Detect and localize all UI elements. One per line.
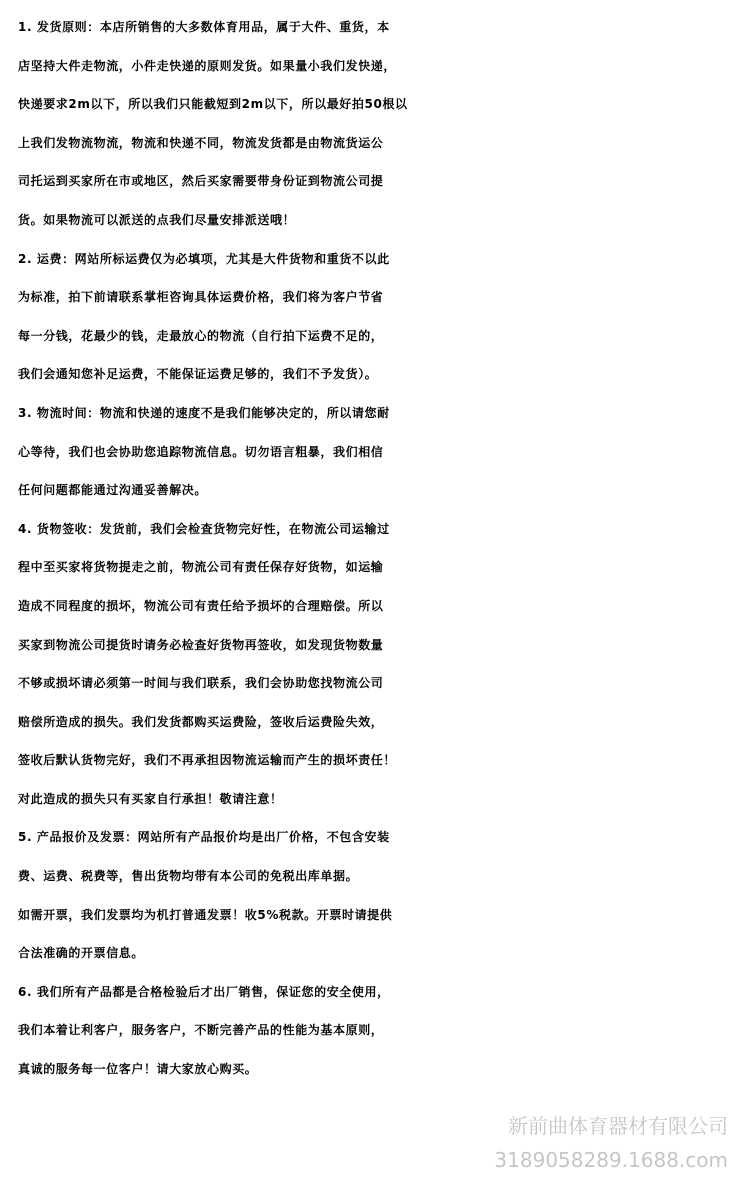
text-line: 3. 物流时间：物流和快递的速度不是我们能够决定的，所以请您耐 [18, 405, 390, 420]
text-line: 赔偿所造成的损失。我们发货都购买运费险，签收后运费险失效， [18, 714, 384, 729]
text-line: 买家到物流公司提货时请务必检查好货物再签收，如发现货物数量 [18, 637, 384, 652]
text-line: 我们本着让利客户，服务客户，不断完善产品的性能为基本原则， [18, 1023, 384, 1038]
watermark-url: 3189058289.1688.com [494, 1148, 728, 1172]
text-line: 为标准，拍下前请联系掌柜咨询具体运费价格，我们将为客户节省 [18, 290, 384, 305]
text-line: 如需开票，我们发票均为机打普通发票！收5%税款。开票时请提供 [18, 907, 393, 922]
text-line: 程中至买家将货物提走之前，物流公司有责任保存好货物，如运输 [18, 560, 384, 575]
text-line: 心等待，我们也会协助您追踪物流信息。切勿语言粗暴，我们相信 [18, 444, 384, 459]
text-line: 货。如果物流可以派送的点我们尽量安排派送哦！ [18, 212, 296, 227]
text-line: 我们会通知您补足运费，不能保证运费足够的，我们不予发货）。 [18, 367, 378, 382]
text-line: 6. 我们所有产品都是合格检验后才出厂销售，保证您的安全使用， [18, 984, 390, 999]
text-line: 5. 产品报价及发票：网站所有产品报价均是出厂价格，不包含安装 [18, 830, 390, 845]
text-line: 4. 货物签收：发货前，我们会检查货物完好性，在物流公司运输过 [18, 521, 390, 536]
text-line: 合法准确的开票信息。 [18, 946, 145, 961]
text-line: 上我们发物流物流，物流和快递不同，物流发货都是由物流货运公 [18, 135, 384, 150]
text-line: 快递要求2m以下，所以我们只能截短到2m以下，所以最好拍50根以 [18, 97, 408, 112]
text-line: 店坚持大件走物流，小件走快递的原则发货。如果量小我们发快递， [18, 58, 397, 73]
policy-document [18, 8, 748, 1089]
text-line: 真诚的服务每一位客户！请大家放心购买。 [18, 1062, 258, 1077]
text-line: 对此造成的损失只有买家自行承担！敬请注意！ [18, 791, 283, 806]
text-line: 不够或损坏请必须第一时间与我们联系，我们会协助您找物流公司 [18, 676, 384, 691]
text-line: 司托运到买家所在市或地区，然后买家需要带身份证到物流公司提 [18, 174, 384, 189]
text-line: 任何问题都能通过沟通妥善解决。 [18, 483, 208, 498]
text-line: 1. 发货原则：本店所销售的大多数体育用品，属于大件、重货，本 [18, 20, 390, 34]
text-line: 签收后默认货物完好，我们不再承担因物流运输而产生的损坏责任！ [18, 753, 397, 768]
text-line: 造成不同程度的损坏，物流公司有责任给予损坏的合理赔偿。所以 [18, 598, 384, 613]
text-line: 每一分钱，花最少的钱，走最放心的物流（自行拍下运费不足的， [18, 328, 384, 343]
text-line: 2. 运费：网站所标运费仅为必填项，尤其是大件货物和重货不以此 [18, 251, 390, 266]
text-line: 费、运费、税费等，售出货物均带有本公司的免税出库单据。 [18, 869, 359, 884]
watermark-company: 新前曲体育器材有限公司 [508, 1114, 728, 1138]
